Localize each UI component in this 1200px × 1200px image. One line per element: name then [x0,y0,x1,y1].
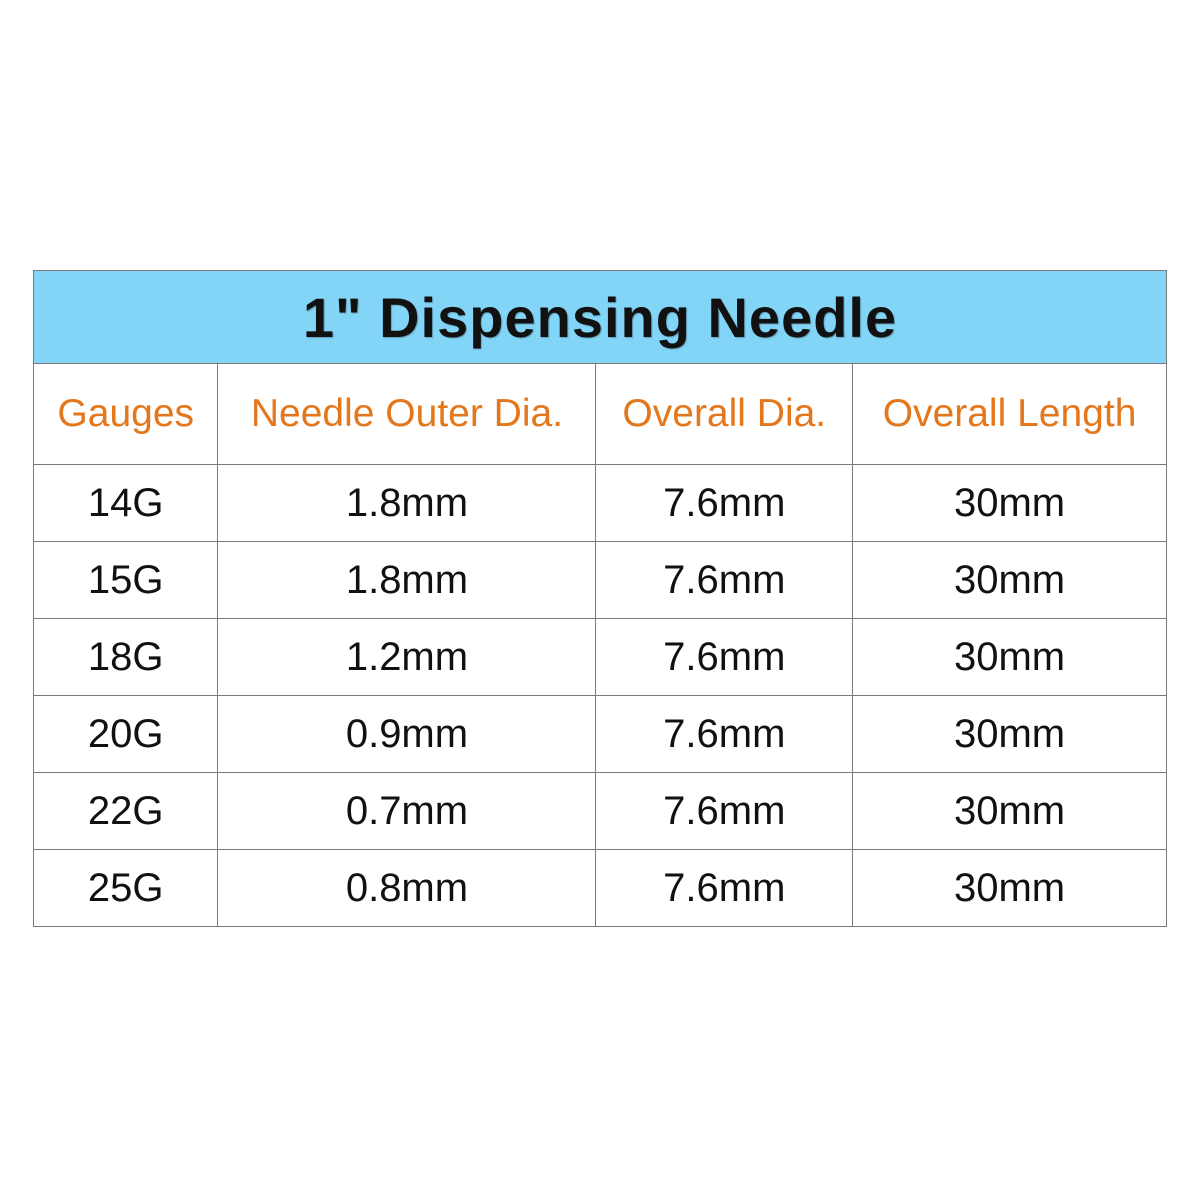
header-gauges: Gauges [34,364,218,465]
table-row [34,465,1167,542]
table-title: 1" Dispensing Needle [34,271,1167,364]
overall-dia-cell: 7.6mm [596,542,853,619]
gauge-cell: 18G [34,619,218,696]
header-row [34,364,1167,465]
overall-length-cell: 30mm [853,465,1167,542]
table-row [34,696,1167,773]
overall-dia-cell: 7.6mm [596,850,853,927]
needle-outer-dia-cell: 0.7mm [218,773,596,850]
header-needle-outer-dia: Needle Outer Dia. [218,364,596,465]
needle-outer-dia-cell: 0.8mm [218,850,596,927]
needle-outer-dia-cell: 0.9mm [218,696,596,773]
overall-dia-cell: 7.6mm [596,773,853,850]
table-row [34,850,1167,927]
title-row [34,271,1167,364]
gauge-cell: 14G [34,465,218,542]
table-row [34,619,1167,696]
table-row [34,773,1167,850]
overall-length-cell: 30mm [853,696,1167,773]
gauge-cell: 25G [34,850,218,927]
overall-length-cell: 30mm [853,619,1167,696]
gauge-cell: 22G [34,773,218,850]
needle-outer-dia-cell: 1.8mm [218,465,596,542]
overall-length-cell: 30mm [853,542,1167,619]
needle-outer-dia-cell: 1.8mm [218,542,596,619]
overall-dia-cell: 7.6mm [596,619,853,696]
header-overall-dia: Overall Dia. [596,364,853,465]
overall-dia-cell: 7.6mm [596,696,853,773]
table-row [34,542,1167,619]
needle-outer-dia-cell: 1.2mm [218,619,596,696]
gauge-cell: 20G [34,696,218,773]
gauge-cell: 15G [34,542,218,619]
header-overall-length: Overall Length [853,364,1167,465]
overall-length-cell: 30mm [853,773,1167,850]
overall-dia-cell: 7.6mm [596,465,853,542]
needle-spec-table [33,270,1167,927]
overall-length-cell: 30mm [853,850,1167,927]
